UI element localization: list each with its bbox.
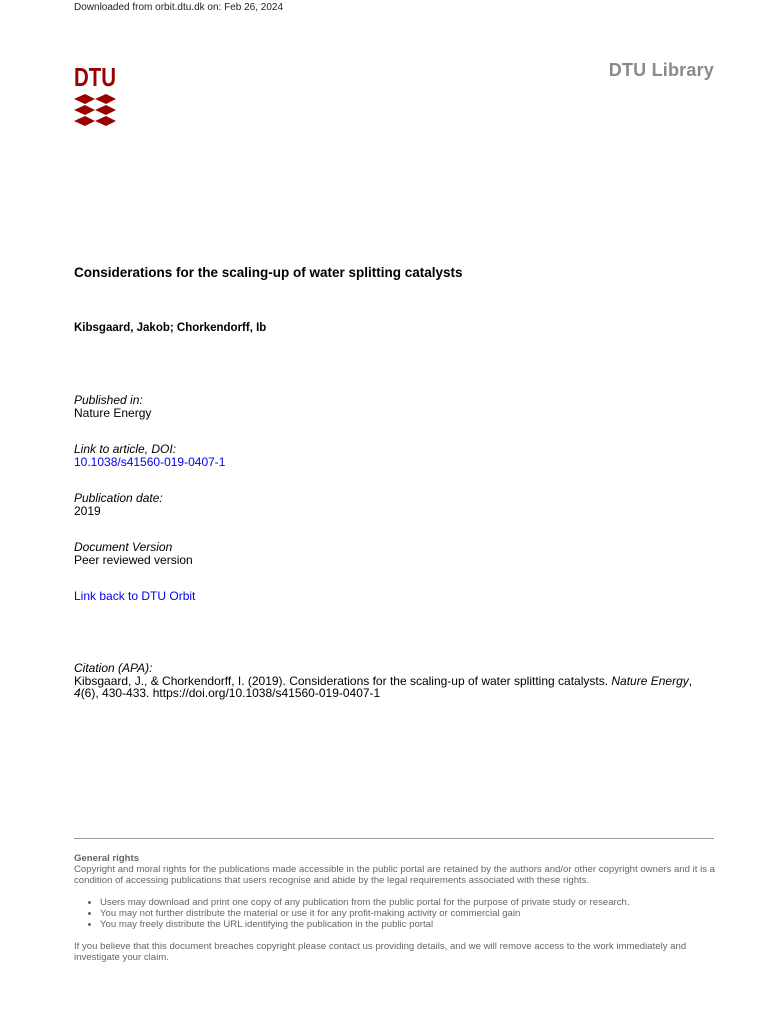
citation-text-b: (6), 430-433. https://doi.org/10.1038/s41560-019-0407-1 <box>80 686 381 700</box>
dtu-logo <box>74 62 120 126</box>
publication-date-field <box>74 492 714 517</box>
citation-text-a: Kibsgaard, J., & Chorkendorff, I. (2019). Considerations for the scaling-up of water splitting catalysts. <box>74 673 612 688</box>
divider <box>74 838 714 839</box>
rights-list-item: • You may not further distribute the material or use it for any profit-making activity or commercial gain <box>100 908 719 919</box>
citation-sep: , <box>688 673 693 688</box>
published-in-label: Published in: <box>74 393 143 407</box>
dtu-library-logo: DTU Library <box>608 60 714 80</box>
publication-date-label: Publication date: <box>74 491 163 505</box>
doi-field <box>74 443 714 468</box>
general-rights-section <box>74 853 719 963</box>
dtu-logo-text: DTU <box>74 62 116 92</box>
citation-journal: Nature Energy <box>611 673 689 688</box>
logo-wave-2 <box>74 105 116 115</box>
general-rights-heading: General rights <box>74 853 140 864</box>
download-note: Downloaded from orbit.dtu.dk on: Feb 26, 2024 <box>74 2 284 13</box>
logo-wave-1 <box>74 94 116 104</box>
citation-volume: 4 <box>74 686 81 700</box>
rights-list-item: • You may freely distribute the URL identifying the publication in the public portal <box>100 919 719 930</box>
document-version-field <box>74 541 714 566</box>
publication-date-value: 2019 <box>74 503 101 518</box>
document-version-label: Document Version <box>74 540 173 554</box>
citation-block <box>74 662 714 700</box>
citation-label: Citation (APA): <box>74 661 153 675</box>
dtu-orbit-link[interactable]: Link back to DTU Orbit <box>74 589 196 603</box>
article-title: Considerations for the scaling-up of water splitting catalysts <box>74 265 463 280</box>
published-in-field <box>74 394 714 419</box>
dtu-logo-graphic <box>74 62 120 126</box>
document-version-value: Peer reviewed version <box>74 552 193 567</box>
rights-list-item: • Users may download and print one copy of any publication from the public portal for the purpose of private study or research. <box>100 897 719 908</box>
general-rights-paragraph: Copyright and moral rights for the publications made accessible in the public portal are retained by the authors and/or other copyright owners and it is a condition of accessing publications that users recognise and abide by the legal requirements associated with these rights. <box>74 864 716 886</box>
doi-label: Link to article, DOI: <box>74 442 177 456</box>
published-in-value: Nature Energy <box>74 405 152 420</box>
doi-link[interactable]: 10.1038/s41560-019-0407-1 <box>74 454 226 469</box>
rights-list <box>74 897 719 930</box>
logo-wave-3 <box>74 116 116 126</box>
breach-notice: If you believe that this document breaches copyright please contact us providing details, and we will remove access to the work immediately and investigate your claim. <box>74 941 687 963</box>
article-authors: Kibsgaard, Jakob; Chorkendorff, Ib <box>74 322 267 334</box>
